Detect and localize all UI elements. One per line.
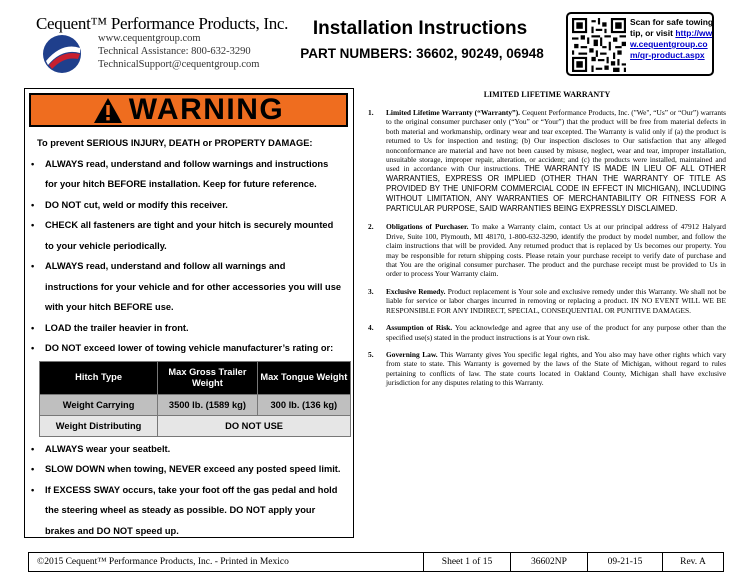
warning-line: • DO NOT exceed lower of towing vehicle manufacturer’s rating or: [31, 338, 351, 359]
company-name: Cequent™ Performance Products, Inc. [36, 14, 289, 33]
section-title: Limited Lifetime Warranty (“Warranty”). [386, 108, 521, 117]
section-body: You acknowledge and agree that any use of the product for any purpose other than the specified use(s) stated in the product instructions is at Your own risk. [386, 323, 726, 342]
footer-revision: Rev. A [662, 553, 723, 571]
section-body: Cequent Performance Products, Inc. ("We", “Us” or “Our”) warrants to the original consumer purchaser only (“You” or “Your”) that the product will be free from material defects in both material and workmanship, ordinary wear and tear excepted. The Warranty is valid only if (a) the product is returned to Us for inspection and testing; (b) Our inspection discloses to Our satisfaction that any alleged nonconformance are material and have not been caused by misuse, neglect, wear and tear, improper installation, unsuitable storage, improper repair, alteration, or accident; and (c) the products were installed, maintained and used in accordance with Our instructions. [386, 108, 726, 174]
page-footer [28, 552, 724, 572]
warning-line: • If EXCESS SWAY occurs, take your foot off the gas pedal and hold [31, 480, 351, 501]
section-body: Product replacement is Your sole and exclusive remedy under this Warranty. We shall not be liable for service or labor charges incurred in removing or replacing a product. IN NO EVENT WILL WE BE RESPONSIBLE FOR ANY INDIRECT, SPECIAL, CONSEQUENTIAL OR PUNITIVE DAMAGES. [386, 286, 726, 315]
table-header-row [40, 361, 351, 394]
warranty-section [368, 222, 726, 278]
table-header: Max Gross Trailer Weight [158, 361, 258, 394]
warranty-sections [368, 108, 726, 396]
website-link[interactable]: www.cequentgroup.com [98, 33, 201, 44]
qr-panel [566, 12, 714, 76]
section-title: Obligations of Purchaser. [386, 222, 469, 232]
scan-text: Scan for safe towing tip, or visit [630, 17, 714, 38]
table-cell: Weight Distributing [40, 415, 158, 436]
table-row [40, 415, 351, 436]
section-disclaimer: THE WARRANTY IS MADE IN LIEU OF ALL OTHER WARRANTIES, EXPRESS OR IMPLIED (OTHER THAN THE WARRANTY OF TITLE AS PROVIDED BY THE UNIFORM COMMERCIAL CODE IN EFFECT IN MICHIGAN), INCLUDING WITHOUT LIMITATION, ANY WARRANTIES OF MERCHANTABILITY OR FITNESS FOR A PARTICULAR PURPOSE, SAID WARRANTIES BEING EXPRESSLY DISCLAIMED. [386, 164, 726, 214]
warning-banner [29, 93, 348, 127]
footer-sheet: Sheet 1 of 15 [423, 553, 510, 571]
section-number: 4. [368, 323, 374, 333]
scan-instructions [630, 17, 714, 61]
footer-doc-number: 36602NP [510, 553, 587, 571]
warning-line: • ALWAYS read, understand and follow warnings and instructions [31, 154, 351, 175]
table-cell: Weight Carrying [40, 394, 158, 415]
warning-line: for your hitch BEFORE installation. Keep for future reference. [45, 179, 317, 189]
warning-line: • DO NOT cut, weld or modify this receiver. [31, 195, 351, 216]
qr-product-link[interactable]: http://www.cequentgroup.com/qr-product.aspx [630, 28, 713, 60]
warning-line: • ALWAYS wear your seatbelt. [31, 439, 351, 460]
section-title: Governing Law. [386, 349, 438, 359]
section-number: 5. [368, 349, 374, 359]
warning-line: with your hitch BEFORE use. [45, 302, 174, 312]
table-header: Max Tongue Weight [257, 361, 350, 394]
warning-heading: To prevent SERIOUS INJURY, DEATH or PROPERTY DAMAGE: [37, 138, 313, 148]
warning-box [24, 88, 354, 538]
warning-title: WARNING [128, 93, 285, 126]
table-cell: 300 lb. (136 kg) [257, 394, 350, 415]
warning-line: • ALWAYS read, understand and follow all warnings and [31, 256, 351, 277]
warning-line: • CHECK all fasteners are tight and your hitch is securely mounted [31, 215, 351, 236]
part-numbers: PART NUMBERS: 36602, 90249, 06948 [300, 46, 544, 61]
warning-line: to your vehicle periodically. [45, 240, 167, 251]
section-body: This Warranty gives You specific legal rights, and You also may have other rights which vary from state to state. This Warranty is governed by the laws of the State of Michigan, without regard to rules pertaining to conflicts of law. The state courts located in Oakland County, Michigan shall have exclusive jurisdiction for any disputes relating to this Warranty. [386, 349, 727, 388]
qr-code-icon[interactable] [572, 18, 626, 72]
contact-info [98, 32, 259, 71]
warning-triangle-icon [93, 97, 123, 124]
warranty-section [368, 108, 726, 214]
footer-date: 09-21-15 [587, 553, 662, 571]
table-cell: 3500 lb. (1589 kg) [158, 394, 258, 415]
warning-line: brakes and DO NOT speed up. [45, 525, 179, 536]
table-cell: DO NOT USE [158, 415, 351, 436]
warranty-section [368, 287, 726, 315]
section-number: 3. [368, 286, 374, 296]
section-number: 1. [368, 108, 374, 117]
support-email[interactable]: TechnicalSupport@cequentgroup.com [98, 59, 260, 70]
warning-line: • SLOW DOWN when towing, NEVER exceed any posted speed limit. [31, 459, 351, 480]
cequent-logo-icon [42, 34, 82, 74]
weight-rating-table [39, 361, 351, 437]
section-body: To make a Warranty claim, contact Us at our principal address of 47912 Halyard Drive, Suite 100, Plymouth, MI 48170, 1-800-632-3290, identify the product by model number, and follow the claim instructions that will be provided. Any returned product that is replaced by Us becomes our property. You may be responsible for return shipping costs. Please retain your purchase receipt to verify date of purchase and that You are the original consumer purchaser. The product and the purchase receipt must be provided to Us in order to process Your Warranty claim. [386, 222, 727, 279]
warranty-section [368, 350, 726, 388]
table-row [40, 394, 351, 415]
section-title: Assumption of Risk. [386, 323, 453, 333]
warning-line: instructions for your vehicle and for other accessories you will use [45, 281, 342, 292]
footer-copyright: ©2015 Cequent™ Performance Products, Inc. - Printed in Mexico [37, 557, 289, 567]
warning-line: the steering wheel as steady as possible. DO NOT apply your [45, 505, 316, 515]
section-title: Exclusive Remedy. [386, 286, 446, 296]
page-title: Installation Instructions [312, 18, 528, 39]
warning-content [31, 133, 351, 541]
section-number: 2. [368, 222, 374, 232]
technical-assistance-phone: Technical Assistance: 800-632-3290 [98, 46, 251, 57]
warranty-section [368, 323, 726, 342]
table-header: Hitch Type [40, 361, 158, 394]
warranty-heading: LIMITED LIFETIME WARRANTY [483, 90, 611, 99]
warning-line: • LOAD the trailer heavier in front. [31, 318, 351, 339]
